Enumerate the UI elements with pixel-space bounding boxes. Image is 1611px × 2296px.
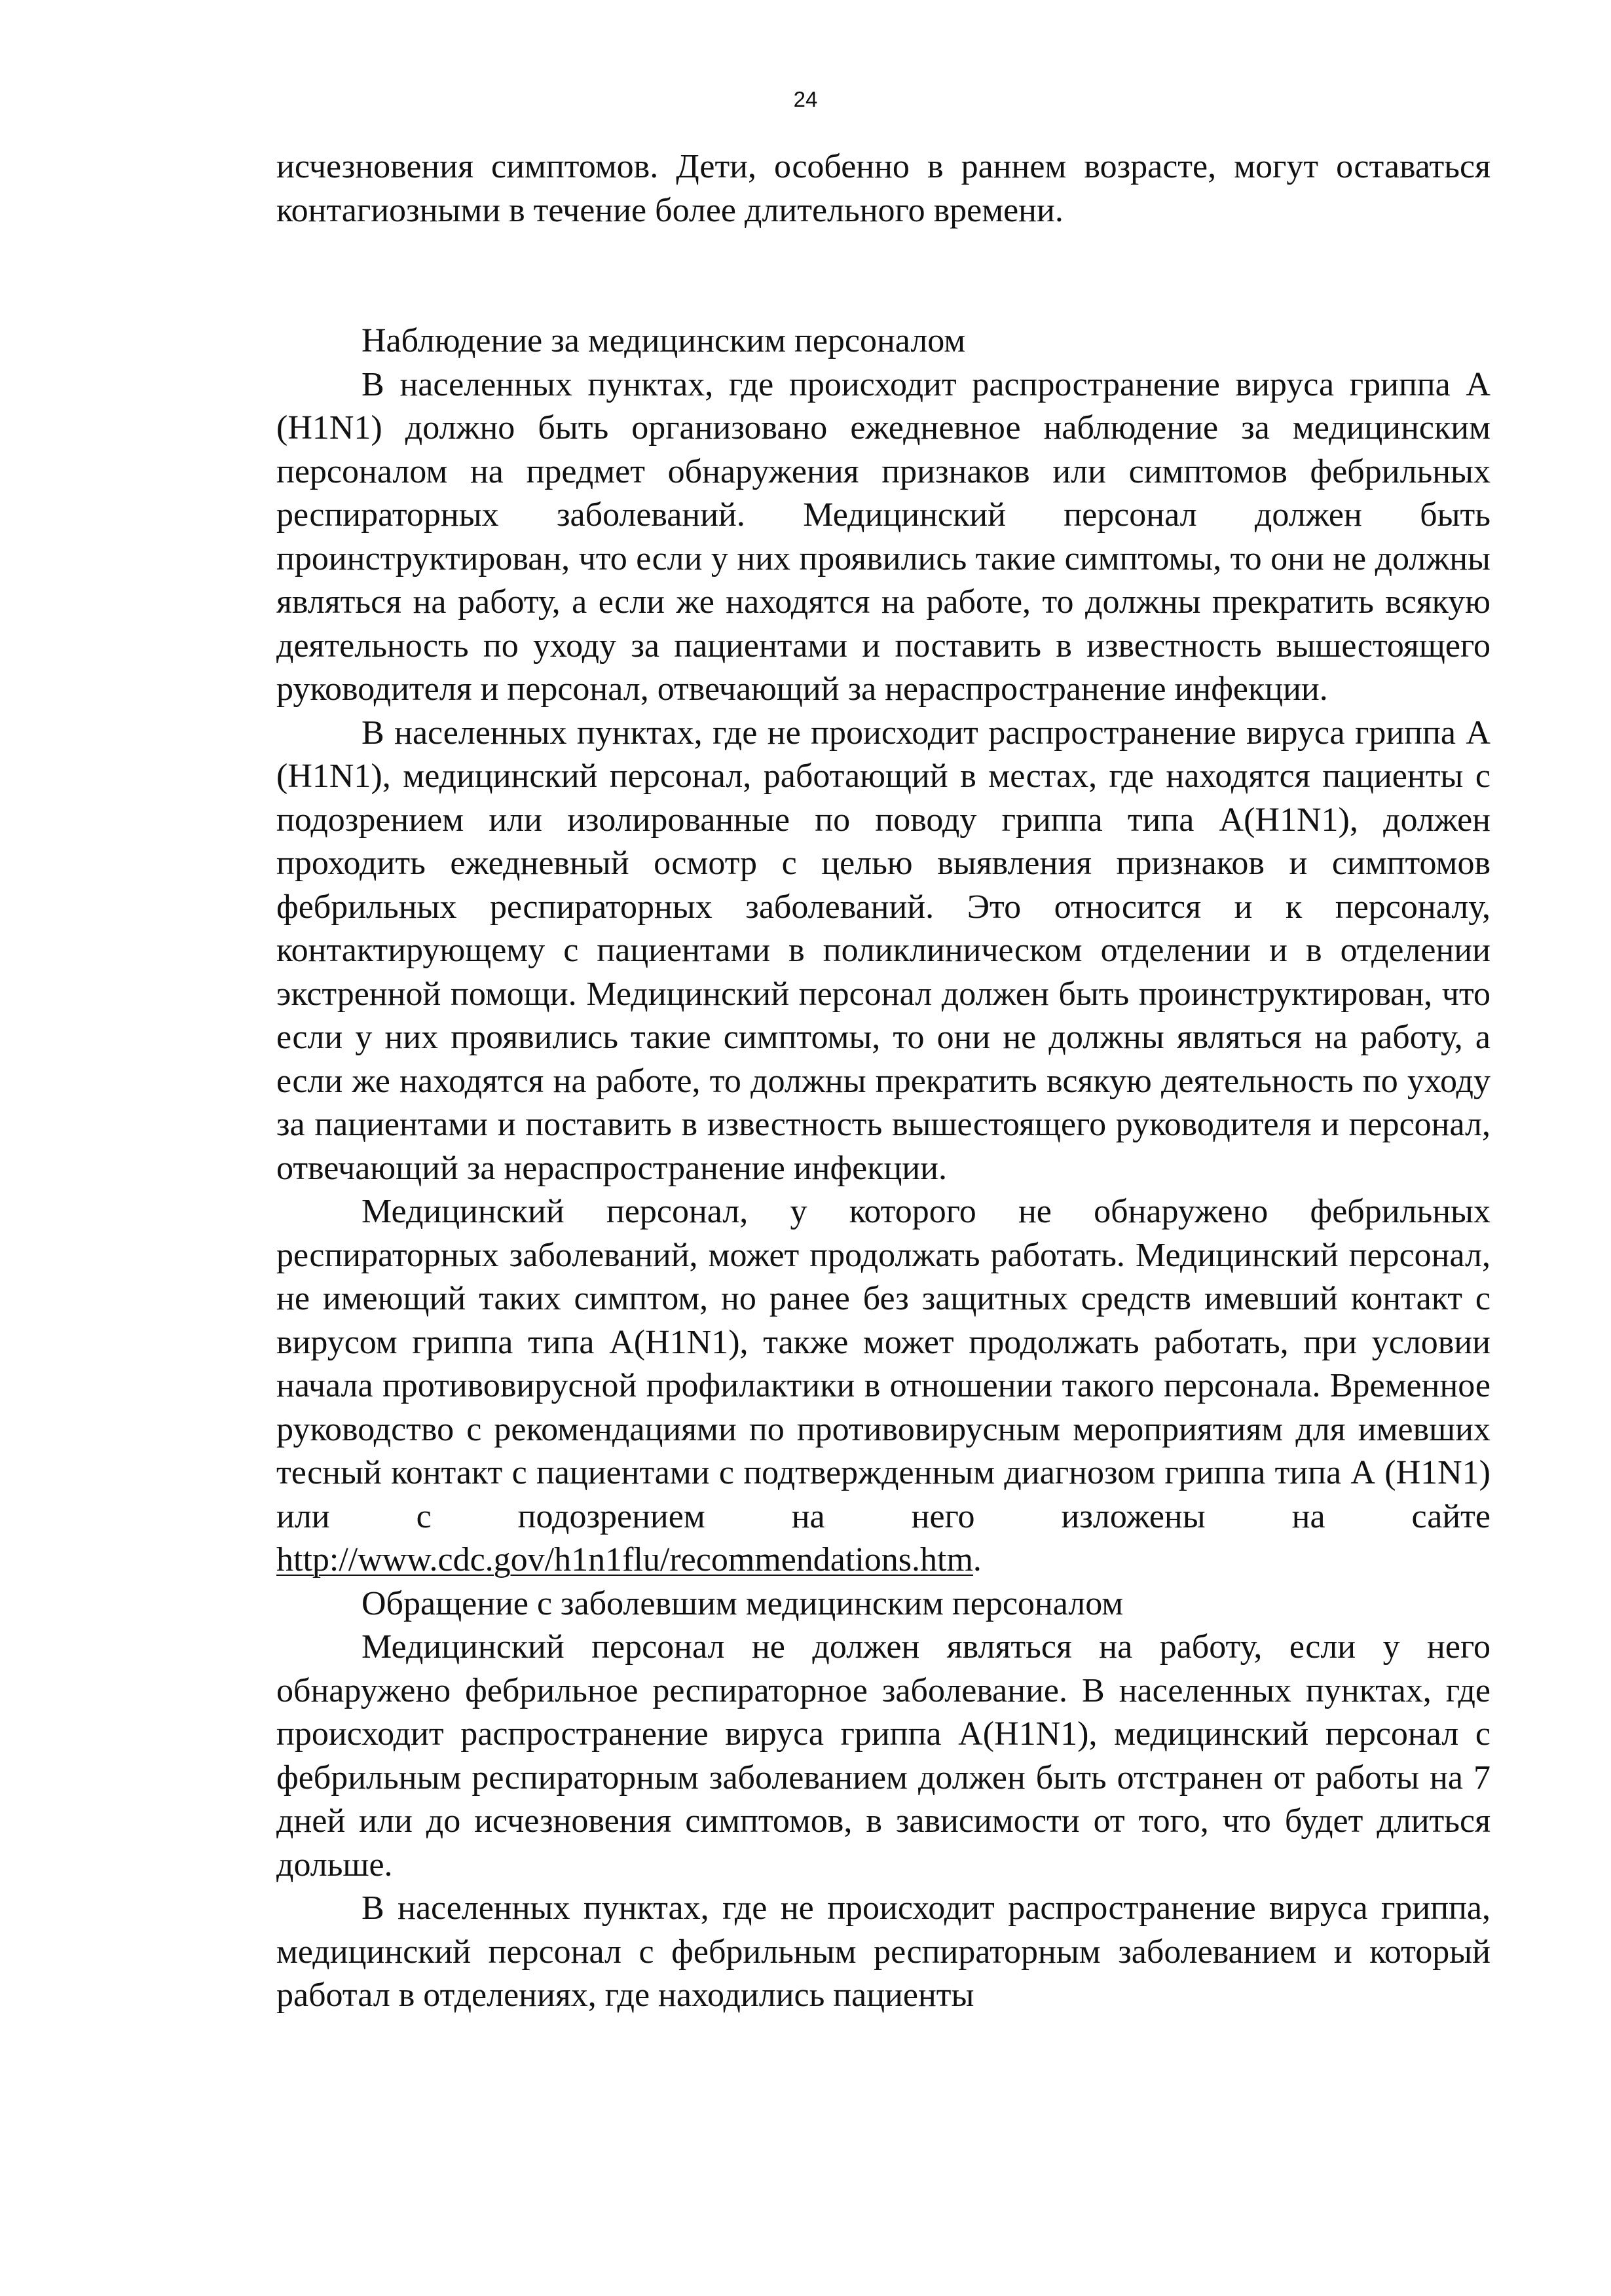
paragraph-text: Медицинский персонал, у которого не обнаружено фебрильных респираторных заболеваний, может продолжать работать. Медицинский персонал, не имеющий таких симптом, но ранее без защитных средств имевший контакт с вирусом гриппа типа А(H1N1), также может продолжать работать, при условии начала противовирусной профилактики в отношении такого персонала. Временное руководство с рекомендациями по противовирусным мероприятиям для имевших тесный контакт с пациентами с подтвержденным диагнозом гриппа типа А (H1N1) или с подозрением на него изложены на сайте	[276, 1193, 1491, 1535]
section-heading-sick-staff: Обращение с заболевшим медицинским персоналом	[361, 1584, 1124, 1622]
paragraph-with-link	[276, 1190, 1491, 1582]
page-number: 24	[793, 87, 818, 111]
paragraph: В населенных пунктах, где происходит распространение вируса гриппа А (H1N1) должно быть организовано ежедневное наблюдение за медицинским персоналом на предмет обнаружения признаков или симптомов фебрильных респираторных заболеваний. Медицинский персонал должен быть проинструктирован, что если у них проявились такие симптомы, то они не должны являться на работу, а если же находятся на работе, то должны прекратить всякую деятельность по уходу за пациентами и поставить в известность вышестоящего руководителя и персонал, отвечающий за нераспространение инфекции.	[276, 365, 1491, 708]
document-body	[276, 145, 1491, 2018]
section-heading-staff-monitoring: Наблюдение за медицинским персоналом	[361, 322, 966, 359]
link-trailing-period: .	[972, 1541, 982, 1578]
intro-paragraph: исчезновения симптомов. Дети, особенно в раннем возрасте, могут оставаться контагиозными в течение более длительного времени.	[276, 148, 1491, 229]
paragraph: Медицинский персонал не должен являться на работу, если у него обнаружено фебрильное респираторное заболевание. В населенных пунктах, где происходит распространение вируса гриппа А(H1N1), медицинский персонал с фебрильным респираторным заболеванием должен быть отстранен от работы на 7 дней или до исчезновения симптомов, в зависимости от того, что будет длиться дольше.	[276, 1628, 1491, 1884]
section-spacer	[276, 232, 1491, 319]
paragraph: В населенных пунктах, где не происходит распространение вируса гриппа А (H1N1), медицинский персонал, работающий в местах, где находятся пациенты с подозрением или изолированные по поводу гриппа типа А(H1N1), должен проходить ежедневный осмотр с целью выявления признаков и симптомов фебрильных респираторных заболеваний. Это относится и к персоналу, контактирующему с пациентами в поликлиническом отделении и в отделении экстренной помощи. Медицинский персонал должен быть проинструктирован, что если у них проявились такие симптомы, то они не должны являться на работу, а если же находятся на работе, то должны прекратить всякую деятельность по уходу за пациентами и поставить в известность вышестоящего руководителя и персонал, отвечающий за нераспространение инфекции.	[276, 714, 1491, 1187]
paragraph: В населенных пунктах, где не происходит распространение вируса гриппа, медицинский персонал с фебрильным респираторным заболеванием и который работал в отделениях, где находились пациенты	[276, 1889, 1491, 2014]
cdc-recommendations-link[interactable]: http://www.cdc.gov/h1n1flu/recommendations.htm	[276, 1541, 973, 1578]
